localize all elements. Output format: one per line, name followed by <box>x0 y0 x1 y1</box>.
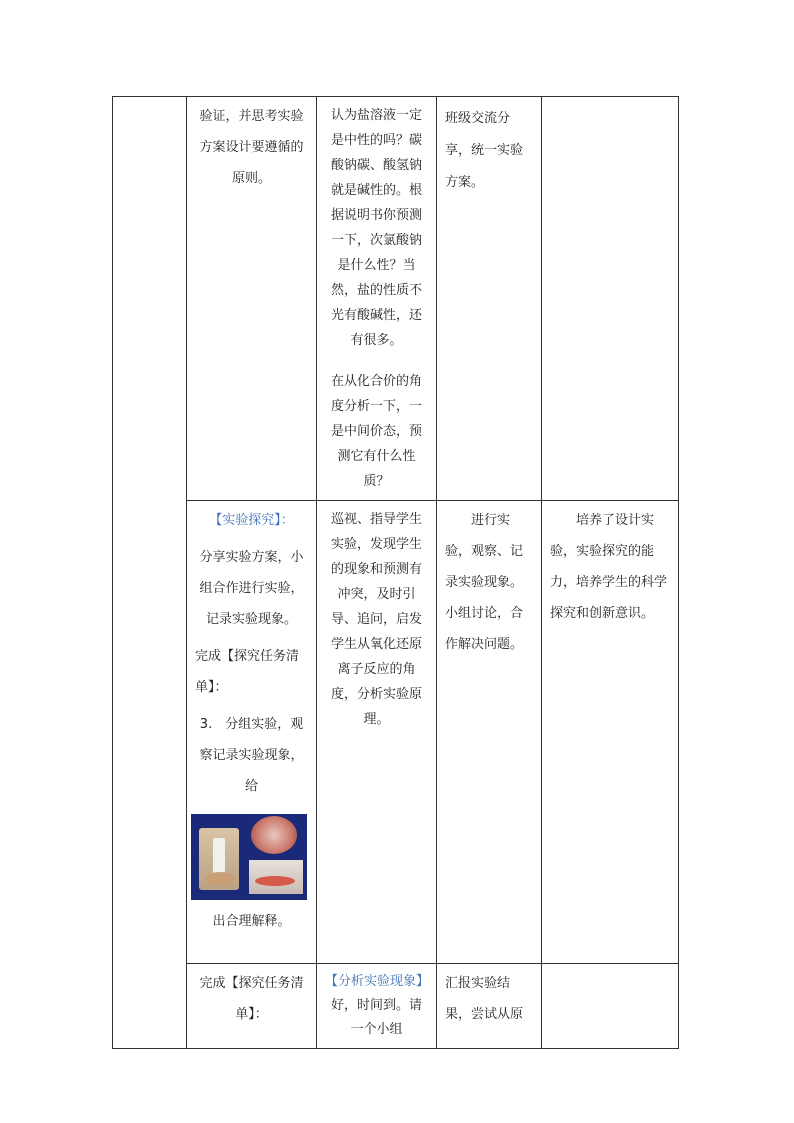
cell-text: 认为盐溶液一定是中性的吗？碳酸钠碳、酸氢钠就是碱性的。根据说明书你预测一下，次氯酸钠是什么性？当然，盐的性质不光有酸碱性，还有很多。 <box>330 108 422 348</box>
cell-text: 班级交流分享，统一实验方案。 <box>445 111 524 190</box>
table-row <box>113 97 679 501</box>
cell-text: 3. 分组实验，观察记录实验现象，给 <box>199 717 304 794</box>
cell-text: 汇报实验结果，尝试从原 <box>445 976 524 1022</box>
lesson-plan-table <box>112 96 679 1049</box>
cell-text: 好，时间到。请一个小组 <box>330 998 422 1037</box>
student-response-cell <box>437 501 542 964</box>
cell-text: 出合理解释。 <box>212 914 291 929</box>
petri-dish-image <box>251 816 297 854</box>
cell-text: 分享实验方案，小组合作进行实验，记录实验现象。 <box>199 550 304 627</box>
cell-text: 验证，并思考实验方案设计要遵循的原则。 <box>199 109 304 186</box>
section-heading: 【分析实验现象】 <box>325 974 430 989</box>
student-response-cell <box>437 97 542 501</box>
design-intent-cell <box>542 501 679 964</box>
teacher-activity-cell <box>317 501 437 964</box>
table-row <box>113 501 679 964</box>
teacher-activity-cell <box>317 964 437 1049</box>
section-cell <box>113 97 187 1049</box>
student-response-cell <box>437 964 542 1049</box>
cell-text: 在从化合价的角度分析一下，一是中间价态，预测它有什么性质？ <box>330 374 422 489</box>
cell-text: 巡视、指导学生实验，发现学生的现象和预测有冲突，及时引导、追问，启发学生从氧化还原离子反应的角度，分析实验原理。 <box>330 512 422 727</box>
section-heading: 【实验探究】： <box>209 513 294 528</box>
cell-text: 进行实验，观察、记录实验现象。小组讨论，合作解决问题。 <box>445 513 524 652</box>
experiment-photo <box>191 814 307 900</box>
student-activity-cell <box>187 97 317 501</box>
cell-text: 完成【探究任务清单】： <box>199 976 304 1022</box>
teacher-activity-cell <box>317 97 437 501</box>
reaction-plate-image <box>249 860 303 894</box>
student-activity-cell <box>187 964 317 1049</box>
design-intent-cell <box>542 964 679 1049</box>
student-activity-cell <box>187 501 317 964</box>
design-intent-cell <box>542 97 679 501</box>
cell-text: 完成【探究任务清单】： <box>195 649 300 695</box>
table-row <box>113 964 679 1049</box>
cell-text: 培养了设计实验，实验探究的能力，培养学生的科学探究和创新意识。 <box>550 513 668 621</box>
sample-image <box>205 872 235 886</box>
